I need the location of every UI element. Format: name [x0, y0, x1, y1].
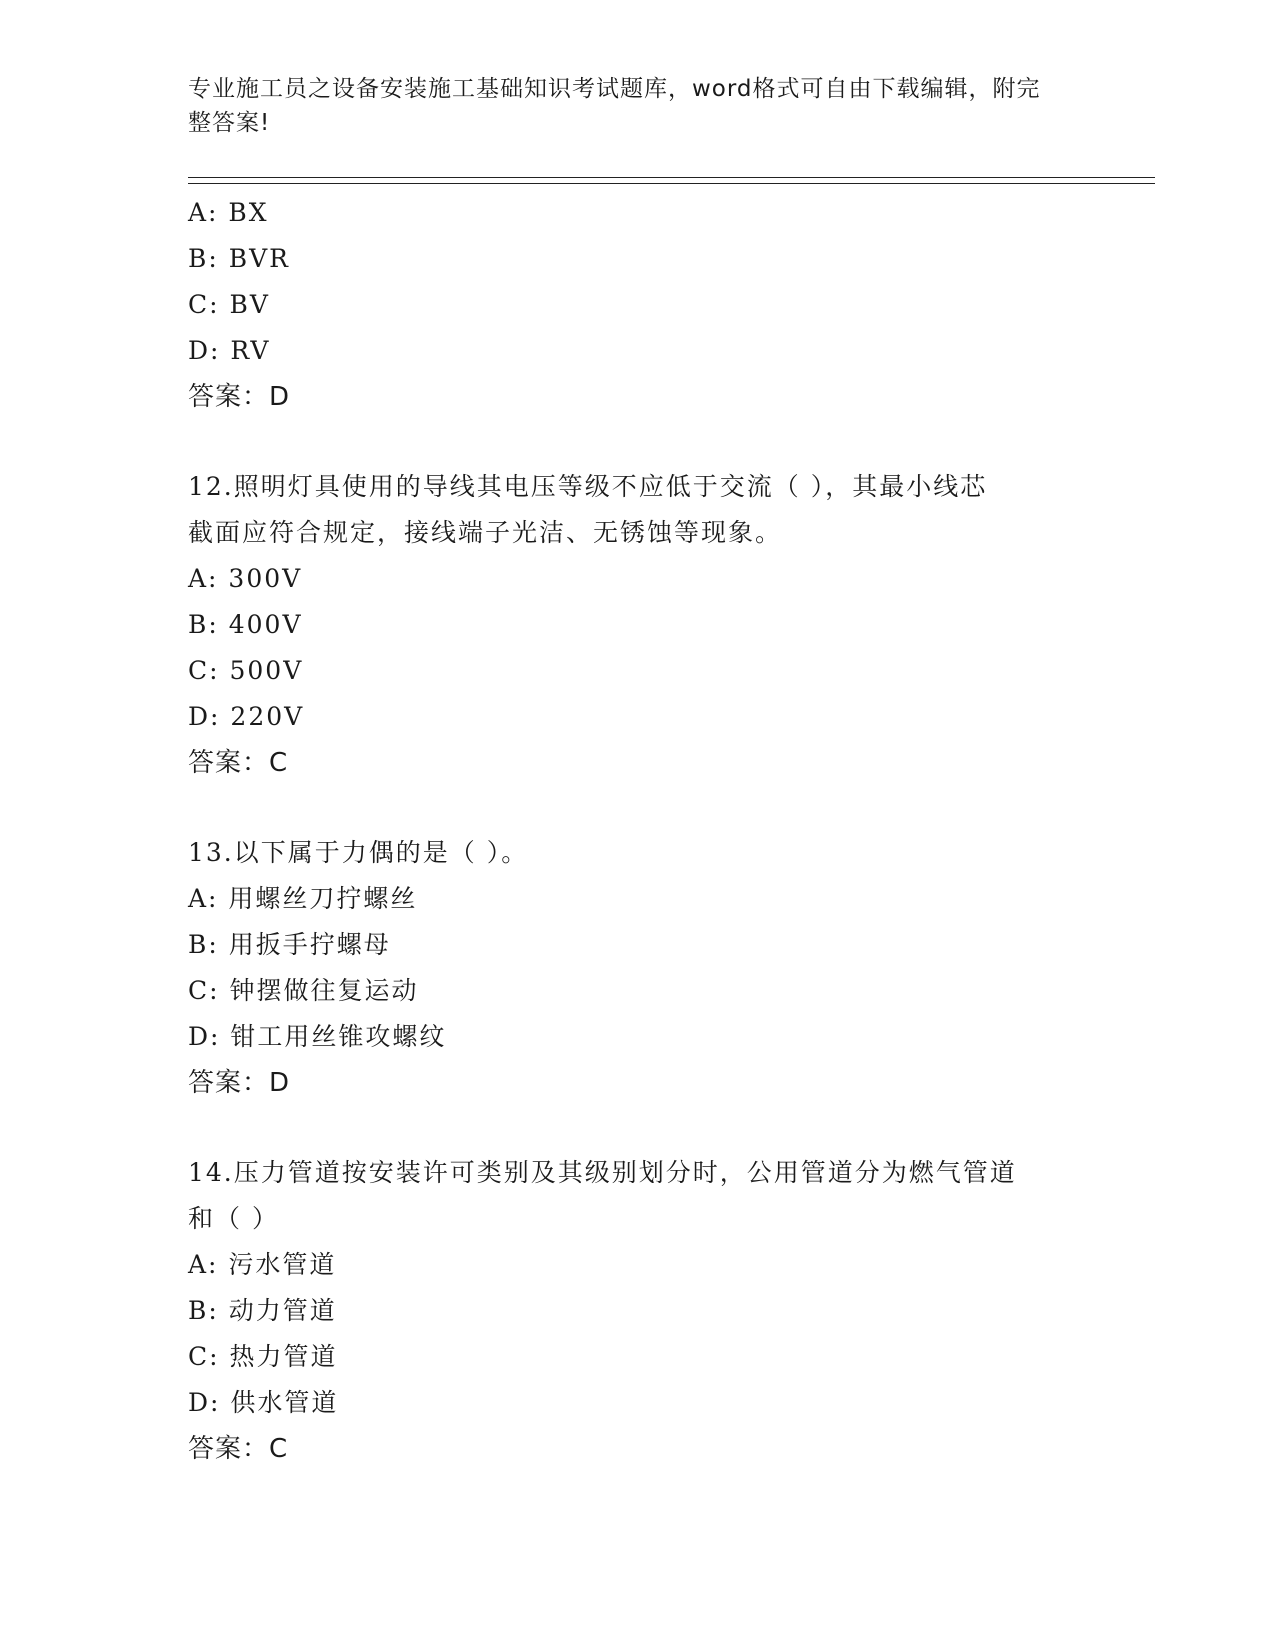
question-text [188, 830, 1068, 876]
header-line-2: 整答案! [188, 110, 271, 136]
option-a: A: 污水管道 [188, 1250, 337, 1279]
question-text-line-2: 截面应符合规定，接线端子光洁、无锈蚀等现象。 [188, 518, 783, 547]
option-c: C: BV [188, 290, 270, 319]
question-14 [188, 1150, 1088, 1472]
option-b: B: 400V [188, 610, 303, 639]
question-text [188, 464, 1068, 556]
question-13 [188, 830, 1088, 1106]
answer: 答案：C [188, 1434, 289, 1464]
option-c: C: 钟摆做往复运动 [188, 976, 419, 1005]
option-d: D: 钳工用丝锥攻螺纹 [188, 1022, 447, 1051]
option-c: C: 热力管道 [188, 1342, 338, 1371]
option-b: B: 动力管道 [188, 1296, 337, 1325]
question-11 [188, 190, 1088, 420]
option-d: D: 220V [188, 702, 305, 731]
question-text-line-1: 13.以下属于力偶的是（ ）。 [188, 838, 529, 867]
header-divider-top [188, 177, 1155, 178]
question-text-line-2: 和（ ） [188, 1204, 279, 1233]
document-header [188, 72, 1068, 140]
question-text-line-1: 14.压力管道按安装许可类别及其级别划分时，公用管道分为燃气管道 [188, 1158, 1017, 1187]
option-a: A: BX [188, 198, 269, 227]
option-a: A: 300V [188, 564, 303, 593]
answer: 答案：D [188, 382, 291, 412]
option-c: C: 500V [188, 656, 304, 685]
question-list [188, 190, 1088, 1472]
option-a: A: 用螺丝刀拧螺丝 [188, 884, 418, 913]
question-12 [188, 464, 1088, 786]
header-divider-bottom [188, 183, 1155, 184]
option-b: B: 用扳手拧螺母 [188, 930, 391, 959]
header-line-1: 专业施工员之设备安装施工基础知识考试题库，word格式可自由下载编辑，附完 [188, 76, 1041, 102]
answer: 答案：C [188, 748, 289, 778]
option-d: D: RV [188, 336, 271, 365]
option-b: B: BVR [188, 244, 290, 273]
option-d: D: 供水管道 [188, 1388, 339, 1417]
question-text-line-1: 12.照明灯具使用的导线其电压等级不应低于交流（ ），其最小线芯 [188, 472, 988, 501]
answer: 答案：D [188, 1068, 291, 1098]
question-text [188, 1150, 1068, 1242]
